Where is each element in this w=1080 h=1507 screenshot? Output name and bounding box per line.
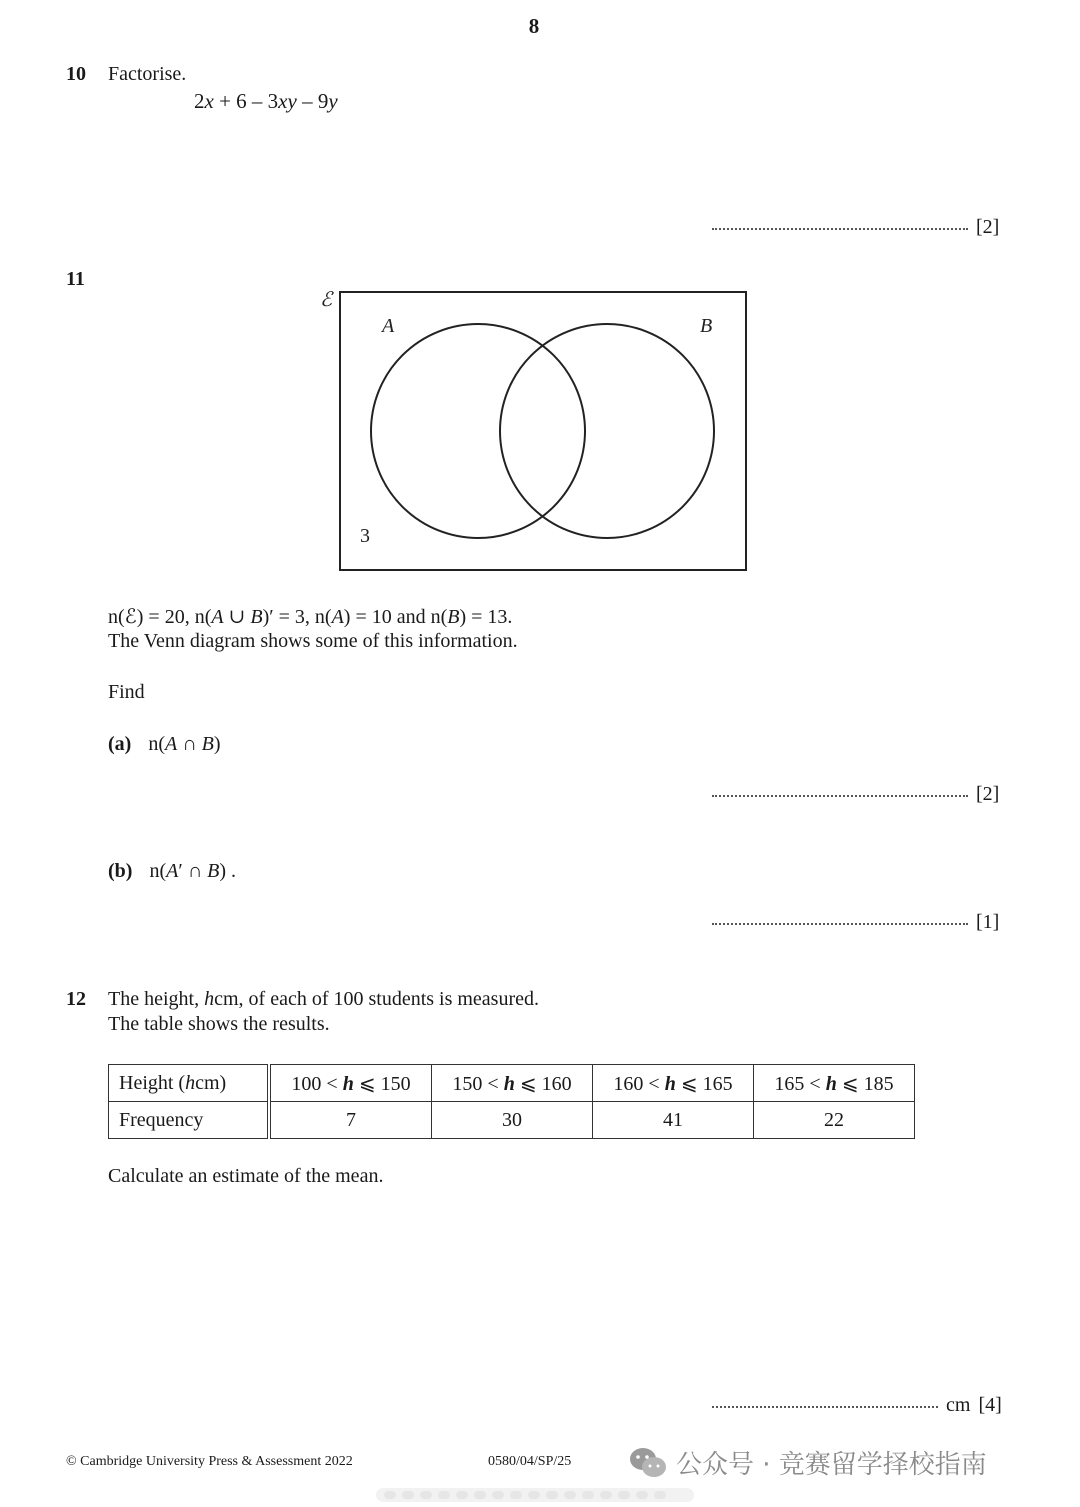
- universal-set-symbol: ℰ: [320, 289, 333, 311]
- question-12-instruction: Calculate an estimate of the mean.: [108, 1165, 384, 1187]
- given-part: )′ = 3, n(: [262, 606, 332, 628]
- part-expr: n(A ∩ B): [148, 733, 221, 755]
- set-b-circle: [500, 324, 714, 538]
- expr-part: + 6 – 3: [213, 89, 279, 113]
- given-var: A: [211, 606, 224, 628]
- marks-label: [1]: [976, 911, 1000, 933]
- table-cell-class: 160 < h ⩽ 165: [593, 1065, 754, 1102]
- given-part: ∪: [223, 606, 251, 628]
- table-cell-class: 165 < h ⩽ 185: [754, 1065, 915, 1102]
- given-part: ) = 13.: [459, 606, 513, 628]
- given-part: n(ℰ) = 20, n(: [108, 606, 212, 628]
- answer-dots[interactable]: [712, 795, 968, 797]
- copyright-text: © Cambridge University Press & Assessment 2022: [66, 1454, 353, 1469]
- universal-set-rectangle: [340, 292, 746, 570]
- marks-label: [2]: [976, 783, 1000, 805]
- question-12-number: 12: [66, 988, 86, 1010]
- given-var: A: [331, 606, 344, 628]
- part-label: (b): [108, 860, 133, 882]
- page-indicator-strip[interactable]: [376, 1488, 694, 1502]
- table-row-frequency: [109, 1102, 915, 1139]
- question-11a-answer-line[interactable]: [712, 783, 999, 806]
- table-cell-class: 150 < h ⩽ 160: [432, 1065, 593, 1102]
- set-a-label: A: [382, 315, 395, 337]
- question-12-answer-line[interactable]: [712, 1394, 1002, 1417]
- question-12-line2: The table shows the results.: [108, 1013, 330, 1035]
- table-header-frequency: Frequency: [109, 1102, 270, 1139]
- venn-diagram: [316, 286, 756, 576]
- page-number: 8: [528, 14, 540, 38]
- question-10-expression: [194, 89, 338, 114]
- expr-var: x: [204, 89, 214, 113]
- answer-dots[interactable]: [712, 1406, 938, 1408]
- outside-region-value: 3: [360, 525, 370, 547]
- expr-part: 2: [194, 89, 205, 113]
- venn-svg: [316, 286, 756, 576]
- question-11-number: 11: [66, 268, 85, 290]
- given-var: B: [447, 606, 460, 628]
- table-cell-frequency: 30: [432, 1102, 593, 1139]
- question-11-find: Find: [108, 681, 145, 703]
- table-cell-frequency: 7: [269, 1102, 432, 1139]
- set-a-circle: [371, 324, 585, 538]
- question-11b: [108, 860, 236, 883]
- question-10-instruction: Factorise.: [108, 63, 187, 85]
- watermark-text: 公众号 · 竞赛留学择校指南: [676, 1450, 987, 1480]
- wechat-icon: [628, 1445, 668, 1481]
- answer-dots[interactable]: [712, 228, 968, 230]
- question-11-given: [108, 604, 512, 629]
- expr-var: xy: [278, 89, 297, 113]
- part-expr: n(A′ ∩ B) .: [149, 860, 237, 882]
- unit-label: cm: [946, 1394, 971, 1416]
- answer-dots[interactable]: [712, 923, 968, 925]
- given-part: ) = 10 and n(: [343, 606, 448, 628]
- set-b-label: B: [700, 315, 713, 337]
- table-header-height: Height (hcm): [109, 1065, 270, 1102]
- question-10-number: 10: [66, 63, 86, 85]
- marks-label: [2]: [976, 216, 1000, 238]
- question-10-answer-line[interactable]: [712, 216, 999, 239]
- paper-code: 0580/04/SP/25: [488, 1454, 572, 1469]
- watermark: [628, 1444, 987, 1481]
- question-11a: [108, 733, 221, 756]
- question-11b-answer-line[interactable]: [712, 911, 999, 934]
- expr-part: – 9: [296, 89, 329, 113]
- expr-var: y: [328, 89, 338, 113]
- marks-label: [4]: [978, 1394, 1002, 1416]
- frequency-table: [108, 1064, 915, 1139]
- table-row-heights: [109, 1065, 915, 1102]
- question-12-line1: The height, hcm, of each of 100 students is measured.: [108, 988, 540, 1010]
- question-11-note: The Venn diagram shows some of this information.: [108, 630, 518, 652]
- table-cell-class: 100 < h ⩽ 150: [269, 1065, 432, 1102]
- part-label: (a): [108, 733, 132, 755]
- table-cell-frequency: 41: [593, 1102, 754, 1139]
- table-cell-frequency: 22: [754, 1102, 915, 1139]
- given-var: B: [250, 606, 263, 628]
